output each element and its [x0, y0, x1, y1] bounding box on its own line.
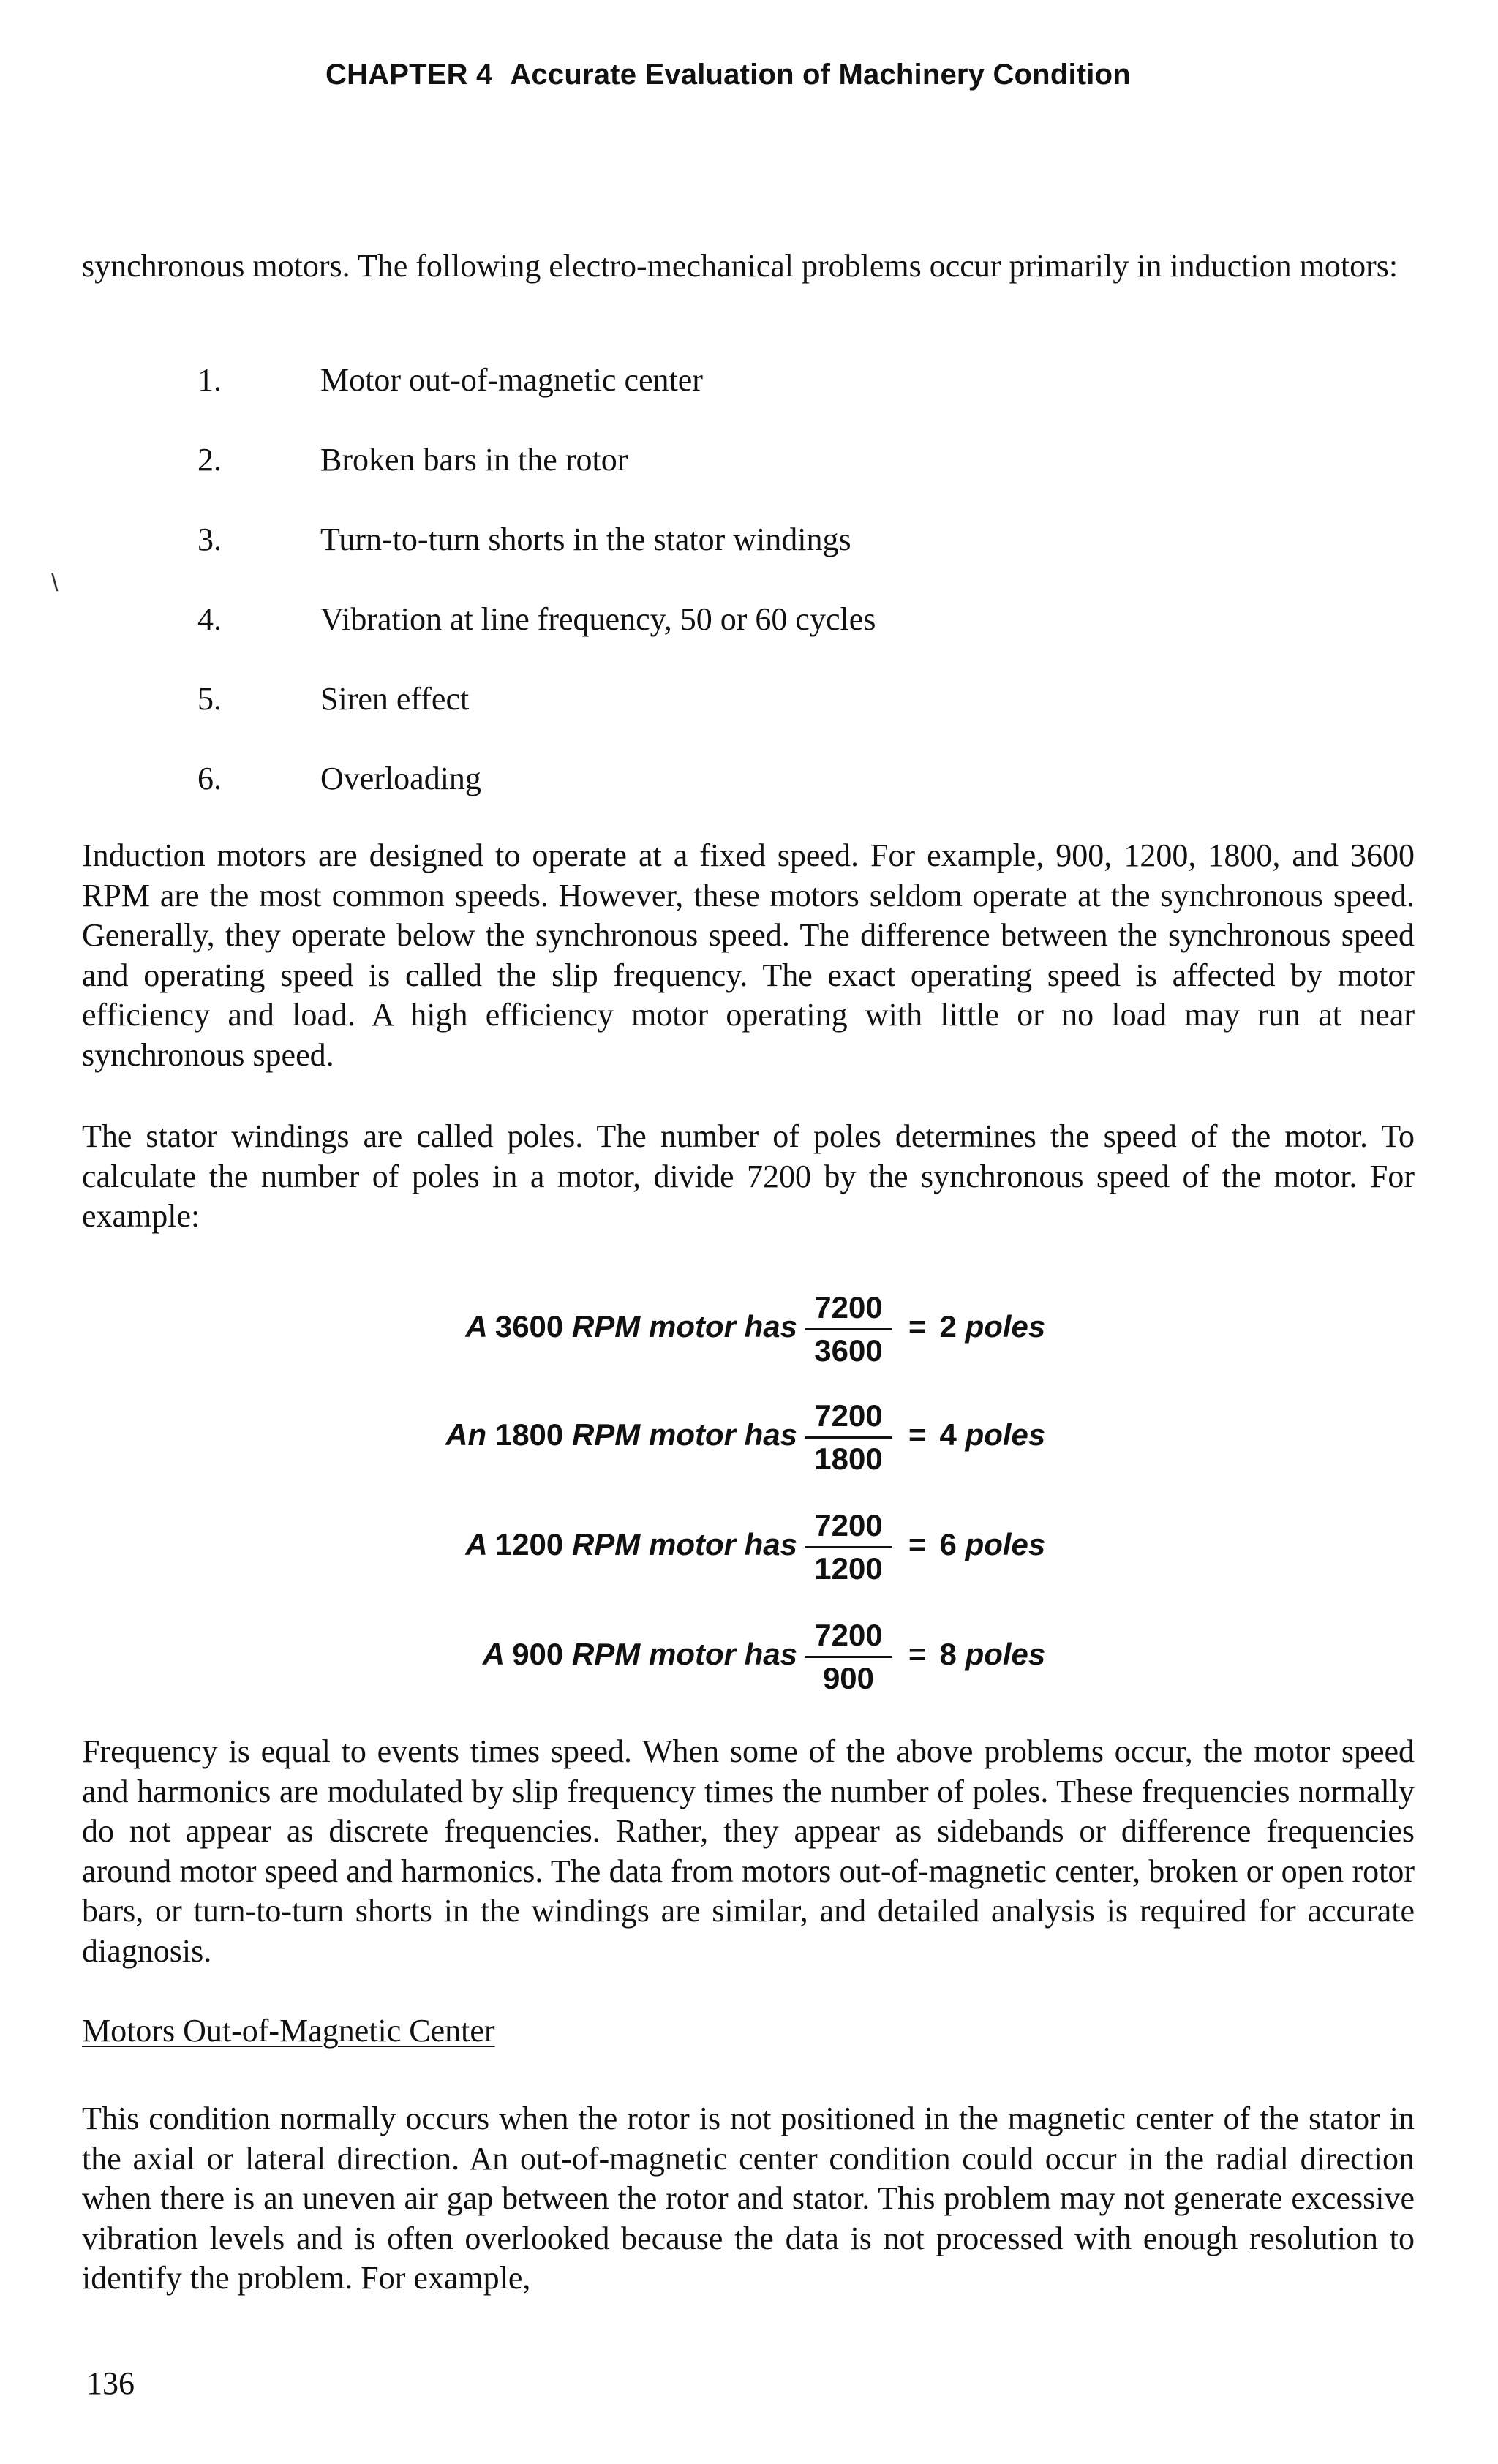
list-item: [197, 759, 876, 839]
paragraph-magnetic-center-condition: This condition normally occurs when the rotor is not positioned in the magnetic center of the stator in the axial or lateral direction. An out-of-magnetic center condition could occur in the radial direction when there is an uneven air gap between the rotor and stator. This problem may not generate excessive vibration levels and is often overlooked because the data is not processed with enough resolution to identify the problem. For example,: [82, 2101, 1415, 2296]
chapter-title: Accurate Evaluation of Machinery Condition: [510, 59, 1131, 91]
equation-fraction: [805, 1395, 892, 1480]
list-item-number: 5.: [197, 681, 222, 717]
section-heading: Motors Out-of-Magnetic Center: [82, 2013, 495, 2049]
fraction-numerator: 7200: [805, 1615, 892, 1658]
list-item: [197, 520, 876, 600]
list-item: [197, 361, 876, 440]
fraction-numerator: 7200: [805, 1287, 892, 1330]
equation-prefix: A 900 RPM motor has: [482, 1637, 797, 1671]
equation-row: [366, 1287, 1097, 1375]
list-item-text: Overloading: [320, 761, 481, 796]
paragraph-induction-motors: Induction motors are designed to operate at a fixed speed. For example, 900, 1200, 1800, and 3600 RPM are the most common speeds. However, these motors seldom operate at the synchronous speed. Generally, they operate below the synchronous speed. The difference between the synchronous speed and operating speed is called the slip frequency. The exact operating speed is affected by motor efficiency and load. A high efficiency motor operating with little or no load may run at near synchronous speed.: [82, 837, 1415, 1073]
problems-list: [197, 361, 876, 839]
list-item-number: 4.: [197, 601, 222, 637]
equation-row: [366, 1615, 1097, 1703]
intro-paragraph: synchronous motors. The following electro-mechanical problems occur primarily in induction motors:: [82, 248, 1399, 284]
equation-fraction: [805, 1615, 892, 1699]
list-item-number: 2.: [197, 442, 222, 478]
equation-row: [366, 1505, 1097, 1593]
equation-row: [366, 1395, 1097, 1483]
equation-prefix: A 1200 RPM motor has: [465, 1527, 797, 1561]
fraction-denominator: 1200: [814, 1551, 883, 1586]
equation-result: = 2 poles: [908, 1309, 1046, 1344]
list-item-text: Turn-to-turn shorts in the stator windings: [320, 521, 851, 557]
list-item-text: Motor out-of-magnetic center: [320, 362, 703, 398]
paragraph-frequency: Frequency is equal to events times speed. When some of the above problems occur, the motor speed and harmonics are modulated by slip frequency times the number of poles. These frequencies normally do not appear as discrete frequencies. Rather, they appear as sidebands or difference frequencies around motor speed and harmonics. The data from motors out-of-magnetic center, broken or open rotor bars, or turn-to-turn shorts in the windings are similar, and detailed analysis is required for accurate diagnosis.: [82, 1733, 1415, 1969]
equation-fraction: [805, 1287, 892, 1371]
list-item-number: 6.: [197, 761, 222, 796]
equation-result: = 4 poles: [908, 1417, 1046, 1452]
equation-fraction: [805, 1505, 892, 1589]
chapter-label: CHAPTER 4: [325, 59, 493, 91]
fraction-denominator: 1800: [814, 1442, 883, 1476]
equation-result: = 8 poles: [908, 1637, 1046, 1671]
equation-result: = 6 poles: [908, 1527, 1046, 1561]
equation-prefix: A 3600 RPM motor has: [465, 1309, 797, 1344]
fraction-numerator: 7200: [805, 1505, 892, 1548]
list-item-number: 1.: [197, 362, 222, 398]
paragraph-poles: The stator windings are called poles. The number of poles determines the speed of the motor. To calculate the number of poles in a motor, divide 7200 by the synchronous speed of the motor. For example:: [82, 1118, 1415, 1234]
list-item: [197, 440, 876, 520]
list-item-text: Vibration at line frequency, 50 or 60 cycles: [320, 601, 876, 637]
page-number: 136: [86, 2365, 135, 2401]
list-item-number: 3.: [197, 521, 222, 557]
list-item: [197, 600, 876, 679]
list-item-text: Broken bars in the rotor: [320, 442, 628, 478]
list-item: [197, 679, 876, 759]
equation-prefix: An 1800 RPM motor has: [445, 1417, 797, 1452]
chapter-header: [325, 59, 1131, 91]
stray-tick-mark: \: [51, 569, 59, 597]
fraction-denominator: 3600: [814, 1333, 883, 1368]
fraction-denominator: 900: [822, 1661, 875, 1695]
list-item-text: Siren effect: [320, 681, 470, 717]
fraction-numerator: 7200: [805, 1395, 892, 1439]
